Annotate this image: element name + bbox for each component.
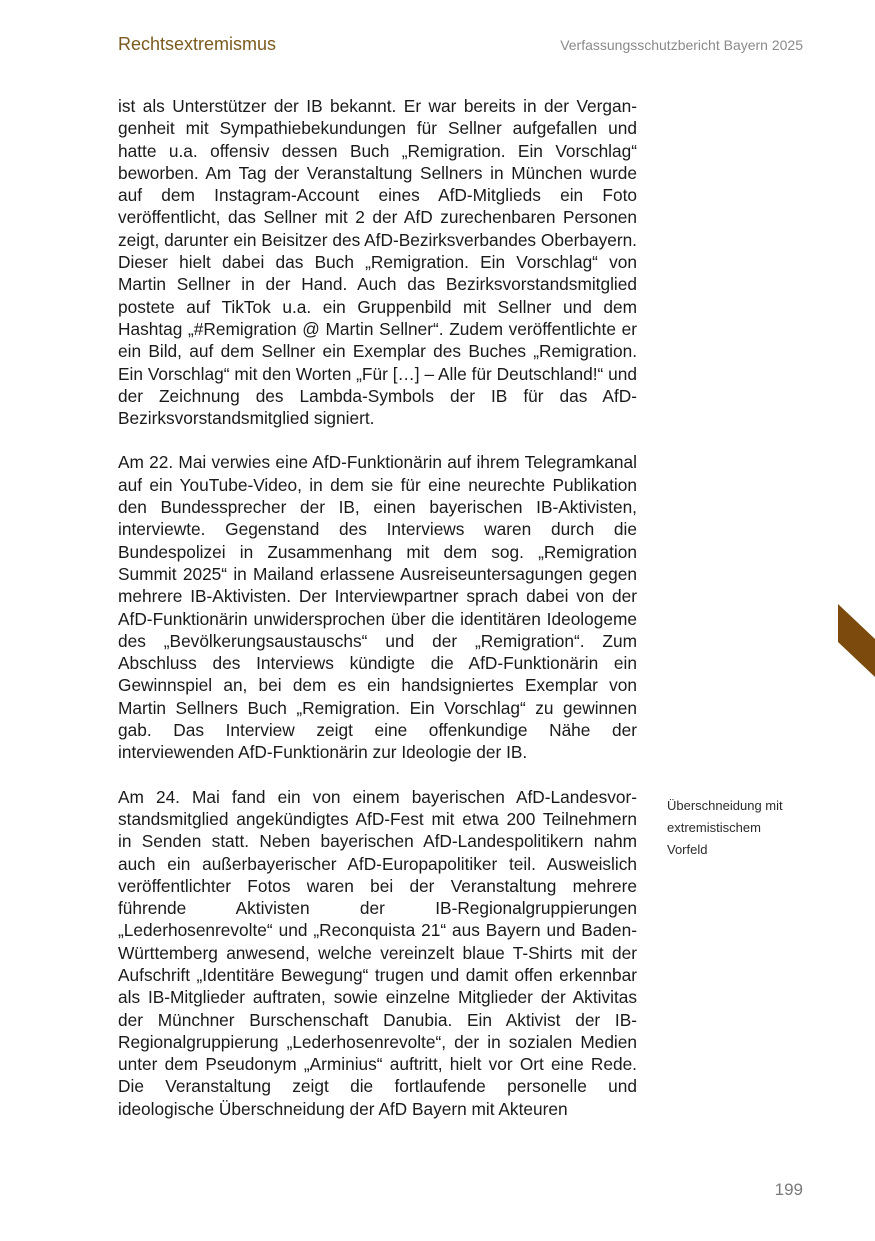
paragraph-3: Am 24. Mai fand ein von einem bayerischen AfD-Landesvorstandsmitglied angekündigtes AfD-Fest mit etwa 200 Teilnehmern in Senden statt. Neben bayerischen AfD-Landespolitikern nahm auch ein außerbayerischer AfD-Europapolitiker teil. Ausweislich veröffentlichter Fotos waren bei der Veranstaltung mehrere führende Aktivisten der IB-Regionalgruppierungen „Lederhosenrevolte“ und „Reconquista 21“ aus Bayern und Baden-Württemberg anwesend, welche vereinzelt blaue T-Shirts mit der Aufschrift „Identitäre Bewegung“ trugen und damit offen erkennbar als IB-Mitglieder auftraten, sowie einzelne Mitglieder der Aktivitas der Münchner Burschenschaft Danubia. Ein Aktivist der IB-Regionalgruppierung „Lederhosenrevolte“, der in sozialen Medien unter dem Pseudonym „Arminius“ auftritt, hielt vor Ort eine Rede. Die Veranstaltung zeigt die fortlaufende personelle und ideologische Überschneidung der AfD Bayern mit Akteuren	[118, 786, 637, 1119]
main-text-column	[118, 95, 637, 1142]
running-header-publication: Verfassungsschutzbericht Bayern 2025	[560, 37, 803, 53]
margin-note-line: extremistischem	[667, 820, 761, 835]
paragraph-1: ist als Unterstützer der IB bekannt. Er war bereits in der Vergangenheit mit Sympathiebekundungen für Sellner aufgefallen und hatte u.a. offensiv dessen Buch „Remigration. Ein Vorschlag“ beworben. Am Tag der Veranstaltung Sellners in München wurde auf dem Instagram-Account eines AfD-Mitglieds ein Foto veröffentlicht, das Sellner mit 2 der AfD zurechenbaren Personen zeigt, darunter ein Beisitzer des AfD-Bezirksverbandes Oberbayern. Dieser hielt dabei das Buch „Remigration. Ein Vorschlag“ von Martin Sellner in der Hand. Auch das Bezirksvorstandsmitglied postete auf TikTok u.a. ein Gruppenbild mit Sellner und dem Hashtag „#Remigration @ Martin Sellner“. Zudem veröffentlichte er ein Bild, auf dem Sellner ein Exemplar des Buches „Remigration. Ein Vorschlag“ mit den Worten „Für […] – Alle für Deutschland!“ und der Zeichnung des Lambda-Symbols der IB für das AfD-Bezirksvorstandsmitglied signiert.	[118, 96, 637, 429]
page-number: 199	[774, 1180, 803, 1199]
margin-note-line: Vorfeld	[667, 842, 708, 857]
margin-note-line: Überschneidung mit	[667, 798, 783, 813]
chapter-tab-marker	[838, 604, 875, 677]
paragraph-2: Am 22. Mai verwies eine AfD-Funktionärin auf ihrem Telegramkanal auf ein YouTube-Video, in dem sie für eine neurechte Publikation den Bundessprecher der IB, einen bayerischen IB-Aktivisten, interviewte. Gegenstand des Interviews waren durch die Bundespolizei in Zusammenhang mit dem sog. „Remigration Summit 2025“ in Mailand erlassene Ausreiseuntersagungen gegen mehrere IB-Aktivisten. Der Interviewpartner sprach dabei von der AfD-Funktionärin unwidersprochen über die identitären Ideologeme des „Bevölkerungsaustauschs“ und der „Remigration“. Zum Abschluss des Interviews kündigte die AfD-Funktionärin ein Gewinnspiel an, bei dem es ein handsigniertes Exemplar von Martin Sellners Buch „Remigration. Ein Vorschlag“ zu gewinnen gab. Das Interview zeigt eine offenkundige Nähe der interviewenden AfD-Funktionärin zur Ideologie der IB.	[118, 452, 637, 763]
margin-note	[667, 795, 817, 861]
running-header-section: Rechtsextremismus	[118, 34, 277, 54]
